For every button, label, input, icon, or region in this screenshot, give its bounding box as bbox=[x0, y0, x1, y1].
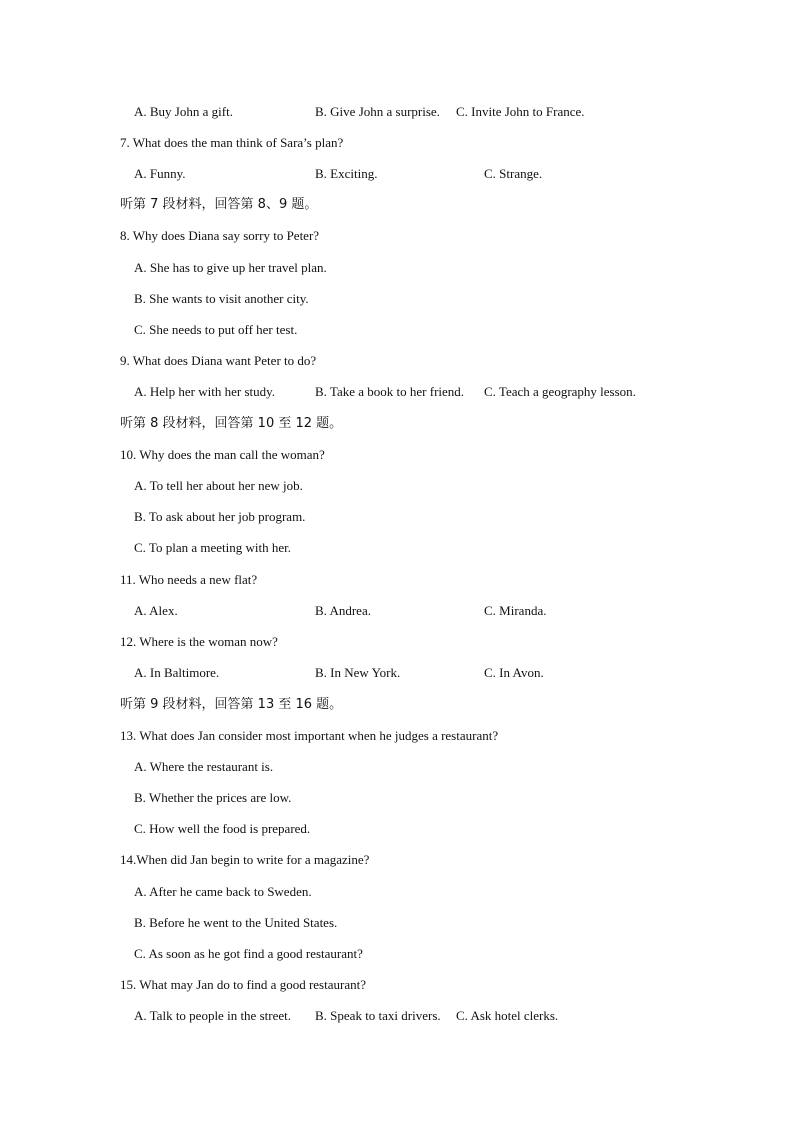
option-a: A. Buy John a gift. bbox=[134, 104, 233, 119]
option-a: A. Alex. bbox=[134, 603, 178, 618]
section-heading-7: 听第 7 段材料，回答第 8、9 题。 bbox=[120, 197, 318, 212]
option-c: C. Strange. bbox=[484, 166, 543, 181]
option-10c: C. To plan a meeting with her. bbox=[134, 540, 291, 555]
question-10: 10. Why does the man call the woman? bbox=[120, 447, 325, 462]
question-8: 8. Why does Diana say sorry to Peter? bbox=[120, 228, 320, 243]
question-15: 15. What may Jan do to find a good restaurant? bbox=[120, 977, 366, 992]
question-12: 12. Where is the woman now? bbox=[120, 634, 278, 649]
question-13: 13. What does Jan consider most important when he judges a restaurant? bbox=[120, 728, 499, 743]
option-a: A. Help her with her study. bbox=[134, 384, 276, 399]
option-b: B. In New York. bbox=[315, 665, 401, 680]
option-a: A. In Baltimore. bbox=[134, 665, 220, 680]
option-8c: C. She needs to put off her test. bbox=[134, 322, 298, 337]
option-14c: C. As soon as he got find a good restaurant? bbox=[134, 946, 363, 961]
option-b: B. Andrea. bbox=[315, 603, 371, 618]
option-14b: B. Before he went to the United States. bbox=[134, 915, 338, 930]
question-7: 7. What does the man think of Sara’s plan? bbox=[120, 135, 344, 150]
option-c: C. Ask hotel clerks. bbox=[456, 1008, 559, 1023]
option-c: C. Teach a geography lesson. bbox=[484, 384, 636, 399]
option-c: C. Miranda. bbox=[484, 603, 547, 618]
option-a: A. Talk to people in the street. bbox=[134, 1008, 291, 1023]
option-b: B. Exciting. bbox=[315, 166, 378, 181]
option-8b: B. She wants to visit another city. bbox=[134, 291, 309, 306]
section-heading-9: 听第 9 段材料，回答第 13 至 16 题。 bbox=[120, 697, 343, 712]
option-b: B. Give John a surprise. bbox=[315, 104, 440, 119]
option-13a: A. Where the restaurant is. bbox=[134, 759, 274, 774]
section-heading-8: 听第 8 段材料，回答第 10 至 12 题。 bbox=[120, 416, 343, 431]
option-14a: A. After he came back to Sweden. bbox=[134, 884, 312, 899]
option-8a: A. She has to give up her travel plan. bbox=[134, 260, 327, 275]
option-b: B. Speak to taxi drivers. bbox=[315, 1008, 441, 1023]
option-10a: A. To tell her about her new job. bbox=[134, 478, 303, 493]
question-11: 11. Who needs a new flat? bbox=[120, 572, 258, 587]
option-a: A. Funny. bbox=[134, 166, 186, 181]
question-9: 9. What does Diana want Peter to do? bbox=[120, 353, 317, 368]
option-b: B. Take a book to her friend. bbox=[315, 384, 465, 399]
option-13b: B. Whether the prices are low. bbox=[134, 790, 292, 805]
option-c: C. Invite John to France. bbox=[456, 104, 585, 119]
option-10b: B. To ask about her job program. bbox=[134, 509, 306, 524]
option-c: C. In Avon. bbox=[484, 665, 544, 680]
option-13c: C. How well the food is prepared. bbox=[134, 821, 311, 836]
question-14: 14.When did Jan begin to write for a magazine? bbox=[120, 852, 370, 867]
